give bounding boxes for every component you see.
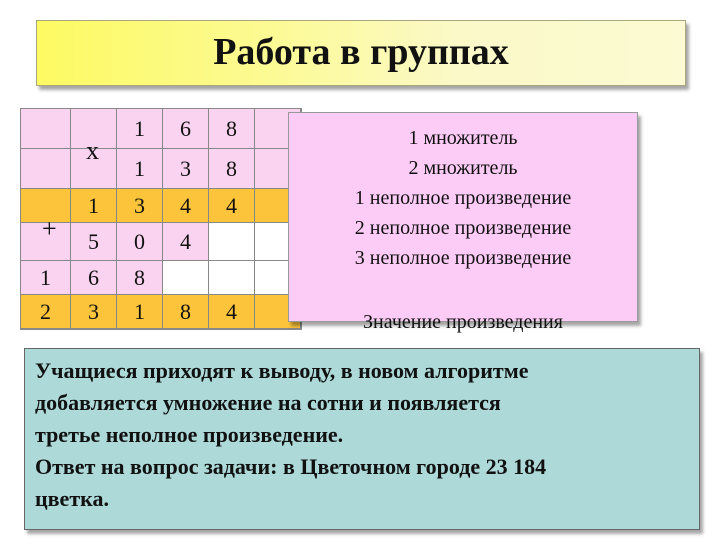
times-sign: х	[86, 136, 99, 165]
table-cell: 0	[117, 223, 163, 261]
table-cell: 4	[209, 295, 255, 329]
table-cell: 8	[163, 295, 209, 329]
legend-line: 2 множитель	[408, 157, 518, 179]
legend-line: 1 множитель	[408, 127, 518, 149]
table-cell: 1	[71, 189, 117, 223]
conclusion-line: добавляется умножение на сотни и появляется	[35, 390, 501, 415]
table-cell: 3	[163, 149, 209, 189]
table-cell: 1	[117, 295, 163, 329]
table-cell: 8	[209, 109, 255, 149]
table-cell: 8	[117, 261, 163, 295]
table-cell: 2	[21, 295, 71, 329]
table-cell	[21, 149, 71, 189]
table-cell: 4	[163, 223, 209, 261]
table-cell	[21, 109, 71, 149]
table-cell: 1	[117, 109, 163, 149]
table-cell: 6	[163, 109, 209, 149]
table-cell: 1	[117, 149, 163, 189]
conclusion-line: Учащиеся приходят к выводу, в новом алгоритме	[35, 358, 529, 383]
conclusion-line: цветка.	[35, 486, 109, 511]
plus-sign: +	[42, 214, 57, 243]
conclusion-line: третье неполное произведение.	[35, 422, 344, 447]
table-cell: 1	[21, 261, 71, 295]
table-cell	[209, 223, 255, 261]
conclusion-box	[24, 348, 700, 530]
table-cell: 3	[71, 295, 117, 329]
table-cell: 4	[163, 189, 209, 223]
conclusion-line: Ответ на вопрос задачи: в Цветочном городе 23 184	[35, 454, 547, 479]
legend-value-line: Значение произведения	[363, 311, 563, 333]
multiplication-table	[20, 108, 302, 330]
table-cell: 5	[71, 223, 117, 261]
table-cell: 4	[209, 189, 255, 223]
table-cell	[163, 261, 209, 295]
legend-line: 3 неполное произведение	[354, 247, 572, 269]
table-cell	[209, 261, 255, 295]
title-banner	[36, 20, 686, 86]
table-cell: 6	[71, 261, 117, 295]
table-cell: 8	[209, 149, 255, 189]
legend-line: 2 неполное произведение	[354, 217, 572, 239]
legend-line: 1 неполное произведение	[354, 187, 572, 209]
table-cell: 3	[117, 189, 163, 223]
legend-box	[288, 112, 638, 333]
slide-title: Работа в группах	[213, 31, 509, 73]
